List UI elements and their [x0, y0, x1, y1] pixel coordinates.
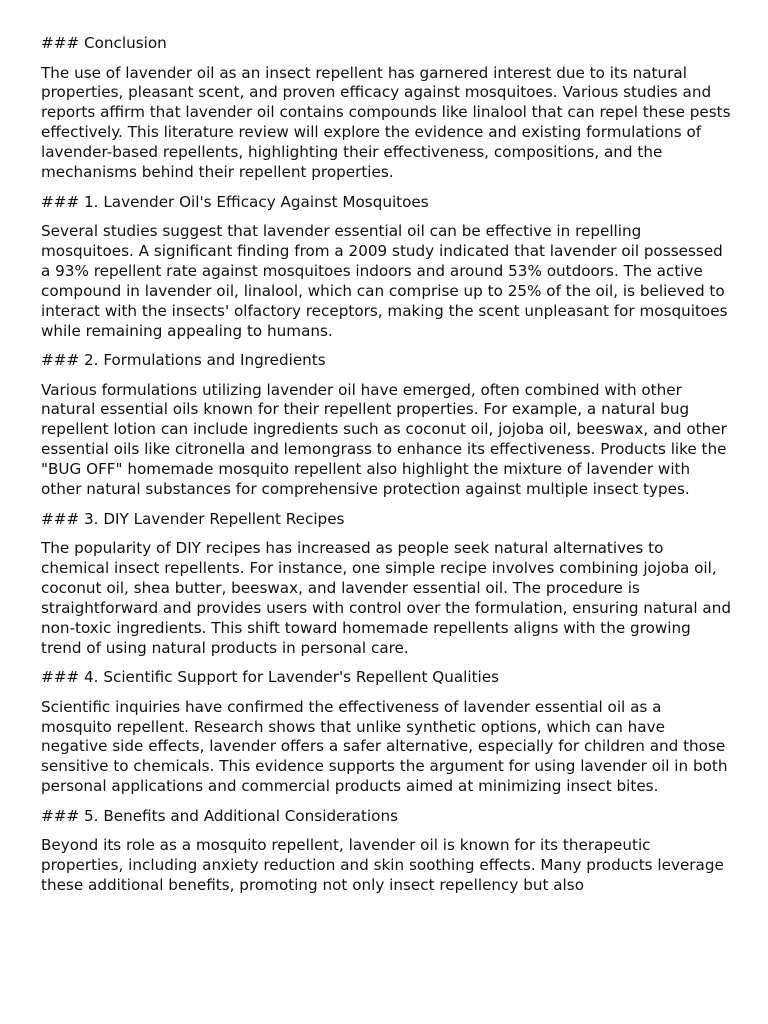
section-heading: ### Conclusion	[41, 34, 167, 52]
document-page	[41, 34, 731, 989]
section-paragraph: Beyond its role as a mosquito repellent, lavender oil is known for its therapeutic properties, including anxiety reduction and skin soothing effects. Many products leverage these additional benefits, promoting not only insect repellency but also	[41, 836, 724, 895]
section-heading: ### 3. DIY Lavender Repellent Recipes	[41, 509, 345, 528]
section-heading: ### 1. Lavender Oil's Efficacy Against Mosquitoes	[41, 192, 429, 211]
section-heading: ### 5. Benefits and Additional Considerations	[41, 806, 398, 825]
section-paragraph: Several studies suggest that lavender essential oil can be effective in repelling mosquitoes. A significant finding from a 2009 study indicated that lavender oil possessed a 93% repellent rate against mosquitoes indoors and around 53% outdoors. The active compound in lavender oil, linalool, which can comprise up to 25% of the oil, is believed to interact with the insects' olfactory receptors, making the scent unpleasant for mosquitoes while remaining appealing to humans.	[41, 222, 728, 340]
section-paragraph: Scientific inquiries have confirmed the effectiveness of lavender essential oil as a mosquito repellent. Research shows that unlike synthetic options, which can have negative side effects, lavender offers a safer alternative, especially for children and those sensitive to chemicals. This evidence supports the argument for using lavender oil in both personal applications and commercial products aimed at minimizing insect bites.	[41, 697, 728, 796]
section-heading: ### 4. Scientific Support for Lavender's Repellent Qualities	[41, 668, 500, 687]
section-heading: ### 2. Formulations and Ingredients	[41, 351, 326, 370]
section-paragraph: Various formulations utilizing lavender oil have emerged, often combined with other natural essential oils known for their repellent properties. For example, a natural bug repellent lotion can include ingredients such as coconut oil, jojoba oil, beeswax, and other essential oils like citronella and lemongrass to enhance its effectiveness. Products like the "BUG OFF" homemade mosquito repellent also highlight the mixture of lavender with other natural substances for comprehensive protection against multiple insect types.	[41, 380, 727, 499]
section-paragraph: The popularity of DIY recipes has increased as people seek natural alternatives to chemical insect repellents. For instance, one simple recipe involves combining jojoba oil, coconut oil, shea butter, beeswax, and lavender essential oil. The procedure is straightforward and provides users with control over the formulation, ensuring natural and non-toxic ingredients. This shift toward homemade repellents aligns with the growing trend of using natural products in personal care.	[41, 539, 731, 657]
section-paragraph: The use of lavender oil as an insect repellent has garnered interest due to its natural properties, pleasant scent, and proven efficacy against mosquitoes. Various studies and reports affirm that lavender oil contains compounds like linalool that can repel these pests effectively. This literature review will explore the evidence and existing formulations of lavender-based repellents, highlighting their effectiveness, compositions, and the mechanisms behind their repellent properties.	[41, 63, 731, 182]
